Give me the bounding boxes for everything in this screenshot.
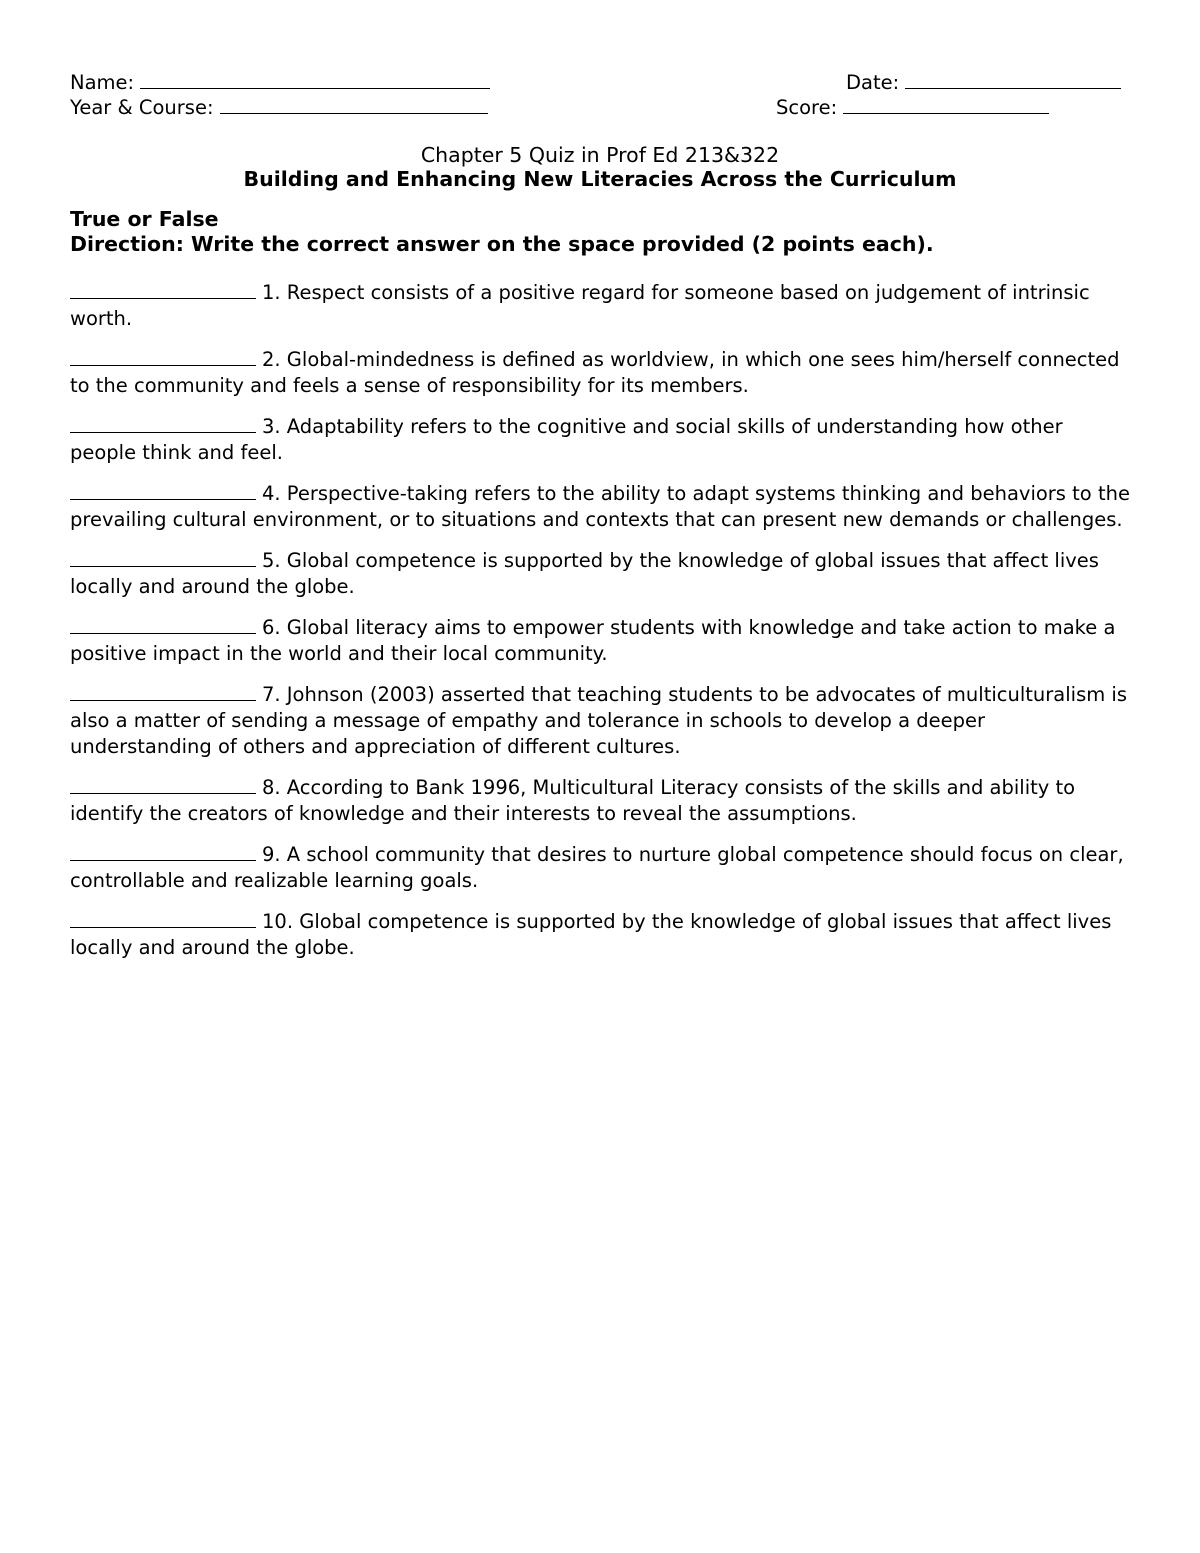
question-item-10 bbox=[70, 909, 1132, 961]
score-blank[interactable] bbox=[843, 95, 1049, 114]
year-course-field bbox=[70, 95, 488, 120]
answer-blank-2[interactable] bbox=[70, 347, 256, 366]
date-blank[interactable] bbox=[905, 70, 1121, 89]
answer-blank-8[interactable] bbox=[70, 775, 256, 794]
quiz-title: Chapter 5 Quiz in Prof Ed 213&322 bbox=[420, 143, 780, 167]
answer-blank-10[interactable] bbox=[70, 909, 256, 928]
question-text-8: 8. According to Bank 1996, Multicultural Literacy consists of the skills and ability to identify the creators of knowledge and their interests to reveal the assumptions. bbox=[70, 776, 1076, 825]
answer-blank-9[interactable] bbox=[70, 842, 256, 861]
question-item-8 bbox=[70, 775, 1132, 827]
score-field bbox=[776, 95, 1049, 120]
score-label: Score: bbox=[776, 96, 838, 119]
answer-blank-5[interactable] bbox=[70, 548, 256, 567]
question-item-5 bbox=[70, 548, 1132, 600]
question-text-1: 1. Respect consists of a positive regard for someone based on judgement of intrinsic worth. bbox=[70, 281, 1090, 330]
question-item-9 bbox=[70, 842, 1132, 894]
question-text-3: 3. Adaptability refers to the cognitive and social skills of understanding how other people think and feel. bbox=[70, 415, 1063, 464]
quiz-subtitle: Building and Enhancing New Literacies Across the Curriculum bbox=[243, 167, 957, 191]
question-item-6 bbox=[70, 615, 1132, 667]
question-text-6: 6. Global literacy aims to empower students with knowledge and take action to make a positive impact in the world and their local community. bbox=[70, 616, 1116, 665]
question-text-10: 10. Global competence is supported by the knowledge of global issues that affect lives locally and around the globe. bbox=[70, 910, 1112, 959]
answer-blank-1[interactable] bbox=[70, 280, 256, 299]
question-text-4: 4. Perspective-taking refers to the ability to adapt systems thinking and behaviors to the prevailing cultural environment, or to situations and contexts that can present new demands or challenges. bbox=[70, 482, 1130, 531]
answer-blank-7[interactable] bbox=[70, 682, 256, 701]
date-label: Date: bbox=[846, 71, 900, 94]
question-list bbox=[70, 280, 1132, 976]
answer-blank-3[interactable] bbox=[70, 414, 256, 433]
question-item-3 bbox=[70, 414, 1132, 466]
name-blank[interactable] bbox=[140, 70, 490, 89]
question-text-2: 2. Global-mindedness is defined as worldview, in which one sees him/herself connected to the community and feels a sense of responsibility for its members. bbox=[70, 348, 1120, 397]
question-item-4 bbox=[70, 481, 1132, 533]
question-text-9: 9. A school community that desires to nurture global competence should focus on clear, controllable and realizable learning goals. bbox=[70, 843, 1124, 892]
date-field bbox=[846, 70, 1121, 95]
section-direction: Direction: Write the correct answer on the space provided (2 points each). bbox=[70, 232, 934, 256]
answer-blank-6[interactable] bbox=[70, 615, 256, 634]
question-text-7: 7. Johnson (2003) asserted that teaching students to be advocates of multiculturalism is also a matter of sending a message of empathy and tolerance in schools to develop a deeper understanding of others and appreciation of different cultures. bbox=[70, 683, 1127, 758]
year-course-blank[interactable] bbox=[220, 95, 488, 114]
answer-blank-4[interactable] bbox=[70, 481, 256, 500]
name-field bbox=[70, 70, 490, 95]
question-item-7 bbox=[70, 682, 1132, 760]
question-text-5: 5. Global competence is supported by the knowledge of global issues that affect lives locally and around the globe. bbox=[70, 549, 1099, 598]
question-item-1 bbox=[70, 280, 1132, 332]
section-heading: True or False bbox=[70, 207, 219, 231]
question-item-2 bbox=[70, 347, 1132, 399]
name-label: Name: bbox=[70, 71, 135, 94]
year-course-label: Year & Course: bbox=[70, 96, 214, 119]
